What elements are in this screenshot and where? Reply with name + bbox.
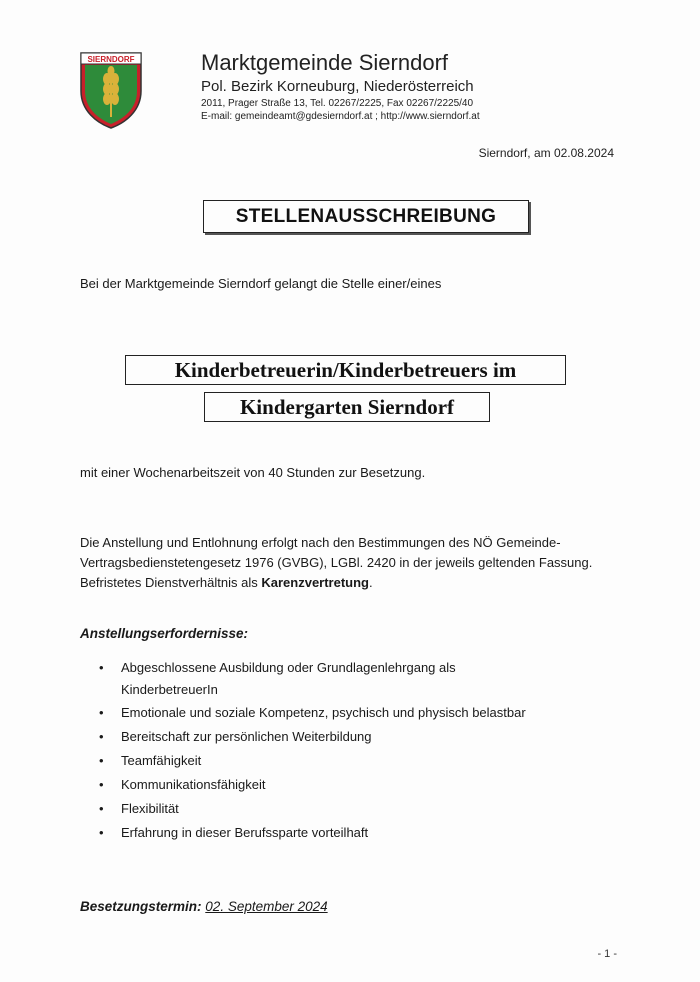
org-district: Pol. Bezirk Korneuburg, Niederösterreich [201, 78, 474, 95]
requirements-heading: Anstellungserfordernisse: [80, 626, 249, 641]
list-item: • Bereitschaft zur persönlichen Weiterbildung [80, 725, 640, 749]
document-date: Sierndorf, am 02.08.2024 [478, 146, 614, 160]
position-title-line2: Kindergarten Sierndorf [204, 392, 490, 422]
bullet-icon: • [99, 777, 104, 792]
org-address: 2011, Prager Straße 13, Tel. 02267/2225, Fax 02267/2225/40 [201, 98, 474, 109]
intro-text: Bei der Marktgemeinde Sierndorf gelangt die Stelle einer/eines [80, 276, 442, 291]
employment-text: Die Anstellung und Entlohnung erfolgt nach den Bestimmungen des NÖ Gemeinde-Vertragsbedienstetengesetz 1976 (GVBG), LGBl. 2420 in der jeweils geltenden Fassung. Befristetes Dienstverhältnis als [80, 535, 593, 590]
list-item: • Erfahrung in dieser Berufssparte vorteilhaft [80, 821, 640, 845]
page-number: - 1 - [597, 948, 617, 960]
employment-end: . [369, 575, 373, 590]
start-date-line [80, 899, 328, 914]
crest-label: SIERNDORF [87, 55, 135, 64]
start-date-label: Besetzungstermin: [80, 899, 202, 914]
start-date-value: 02. September 2024 [205, 899, 328, 914]
working-hours-text: mit einer Wochenarbeitszeit von 40 Stunden zur Besetzung. [80, 465, 426, 480]
org-contact: E-mail: gemeindeamt@gdesierndorf.at ; http://www.sierndorf.at [201, 111, 480, 122]
org-name: Marktgemeinde Sierndorf [201, 50, 449, 75]
bullet-icon: • [99, 801, 104, 816]
coat-of-arms-icon [79, 51, 143, 129]
bullet-icon: • [99, 705, 104, 720]
employment-terms [80, 533, 640, 593]
requirements-list [80, 656, 640, 845]
list-item: • Emotionale und soziale Kompetenz, psychisch und physisch belastbar [80, 701, 640, 725]
list-item: • Kommunikationsfähigkeit [80, 773, 640, 797]
bullet-icon: • [99, 753, 104, 768]
list-item: • Flexibilität [80, 797, 640, 821]
list-item: • Abgeschlossene Ausbildung oder Grundlagenlehrgang als KinderbetreuerIn [80, 656, 640, 701]
bullet-icon: • [99, 660, 104, 675]
document-title: STELLENAUSSCHREIBUNG [203, 200, 529, 233]
position-title-line1: Kinderbetreuerin/Kinderbetreuers im [125, 355, 566, 385]
employment-type: Karenzvertretung [261, 575, 369, 590]
list-item: • Teamfähigkeit [80, 749, 640, 773]
list-item-continuation: KinderbetreuerIn [121, 682, 218, 697]
bullet-icon: • [99, 825, 104, 840]
bullet-icon: • [99, 729, 104, 744]
